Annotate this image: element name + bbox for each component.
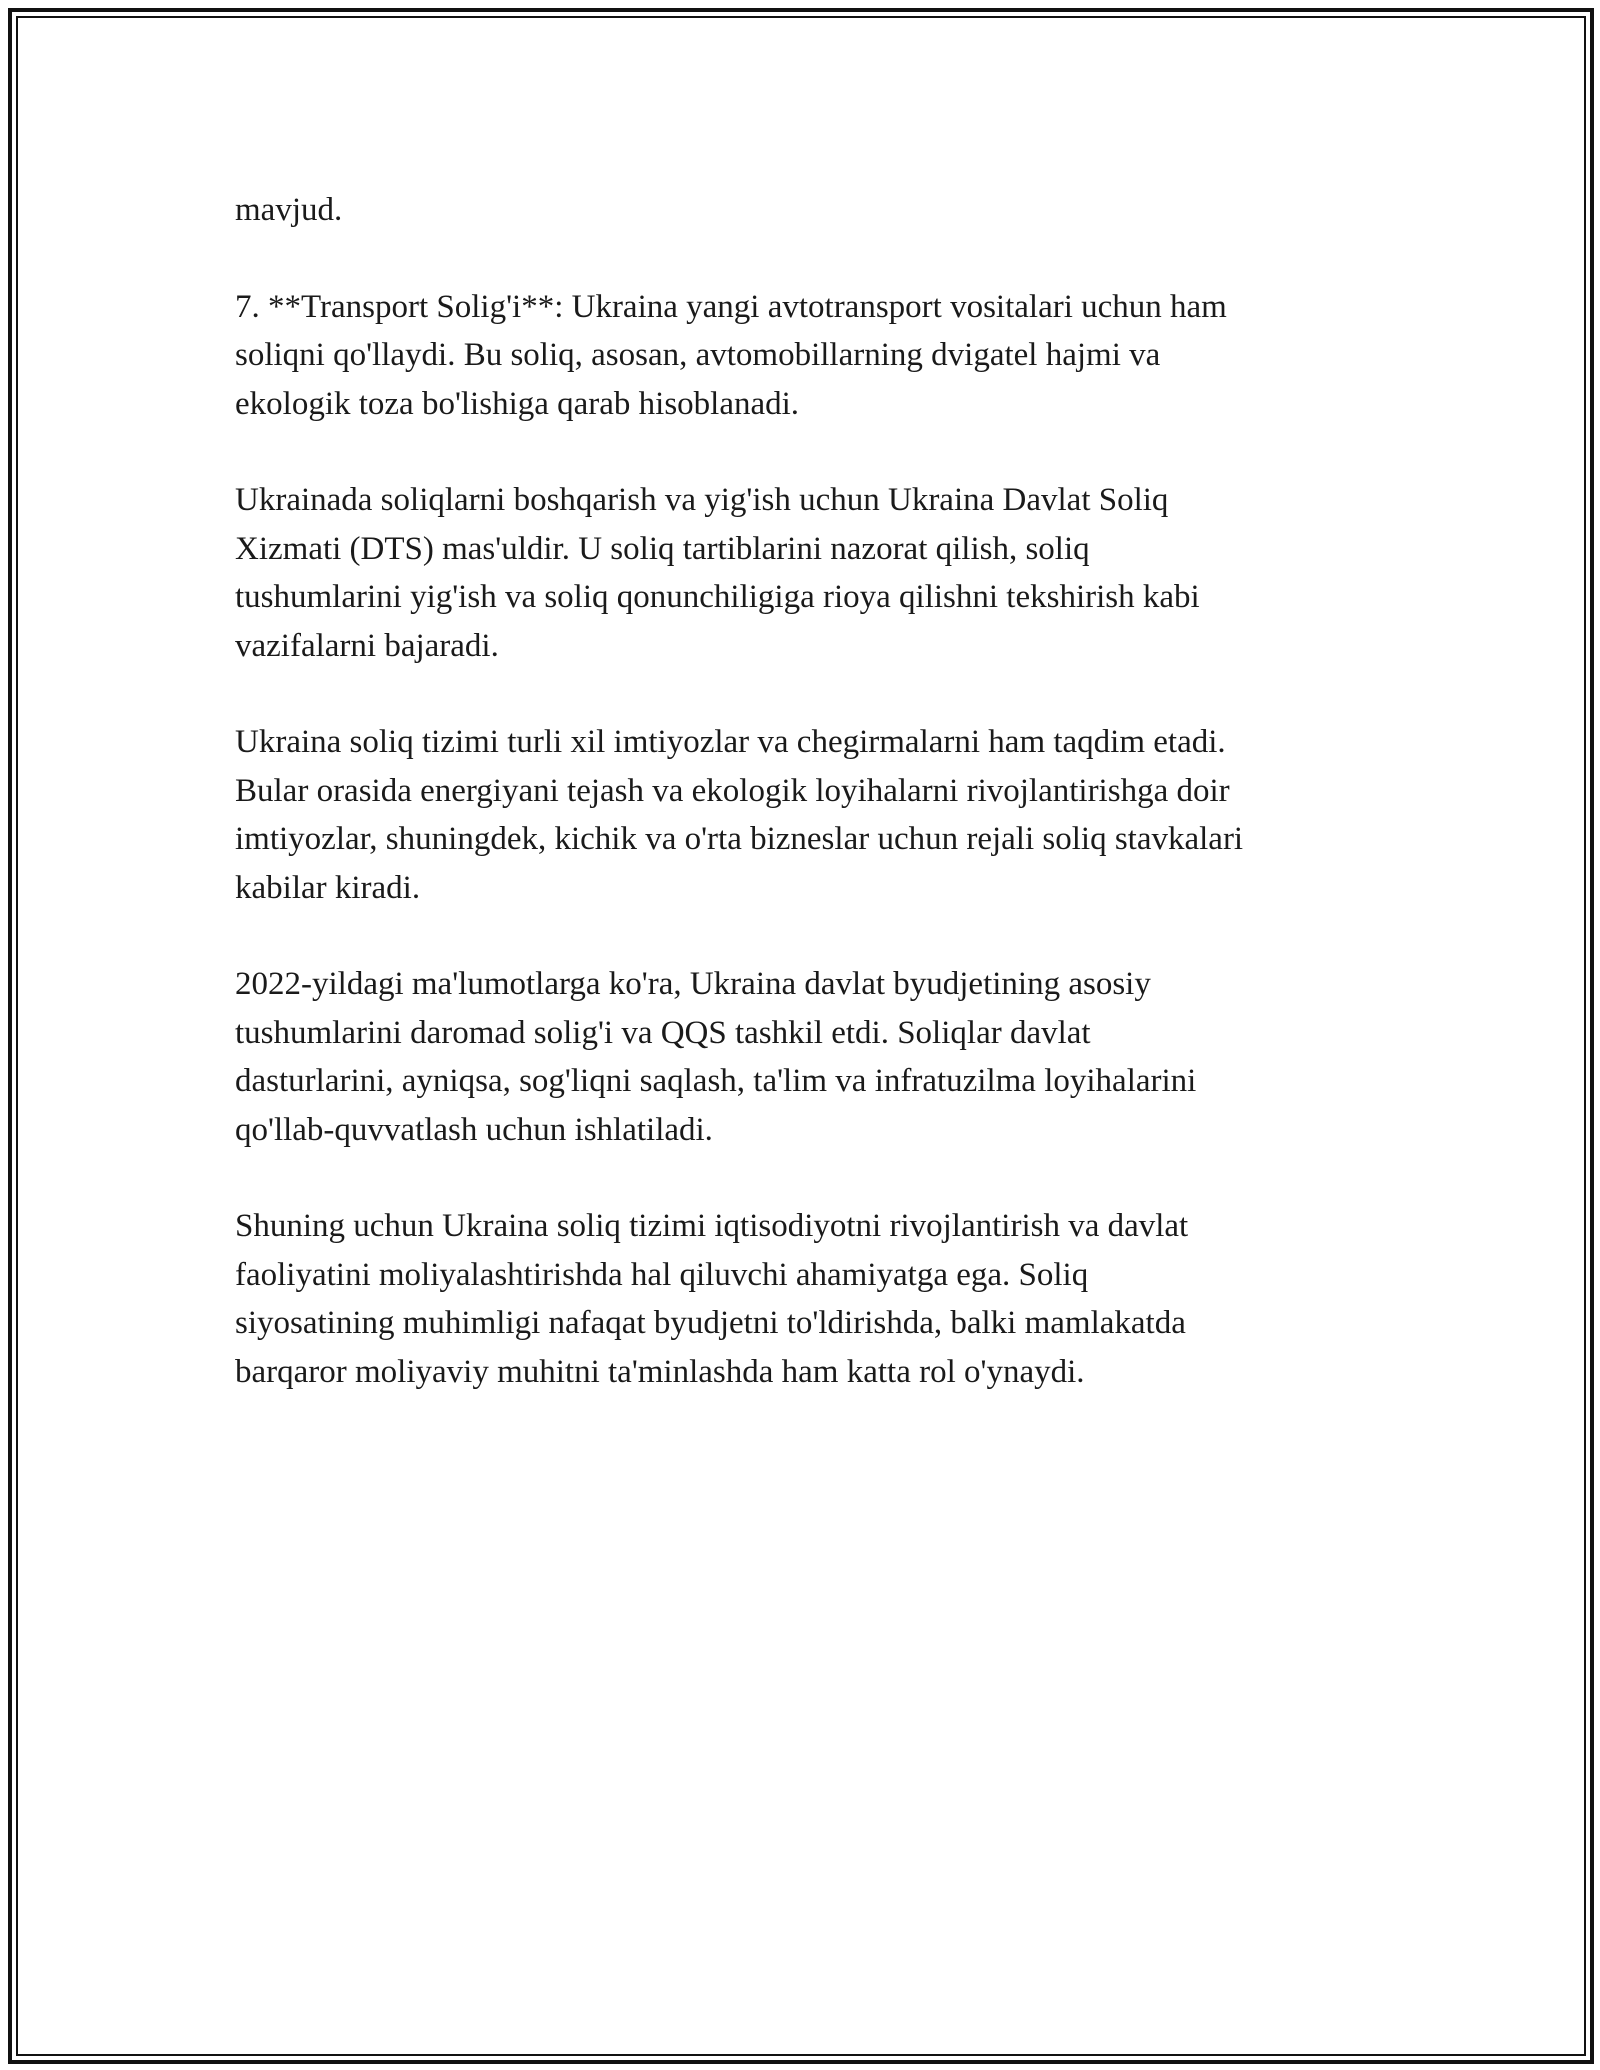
- text-line: Ukraina soliq tizimi turli xil imtiyozlar va chegirmalarni ham taqdim etadi.: [235, 724, 1226, 761]
- text-line: tushumlarini daromad solig'i va QQS tashkil etdi. Soliqlar davlat: [235, 1014, 1091, 1051]
- paragraph-2022-data: [235, 960, 1395, 1154]
- text-line: Bular orasida energiyani tejash va ekologik loyihalarni rivojlantirishga doir: [235, 772, 1230, 809]
- paragraph-tax-service: [235, 476, 1395, 670]
- text-line: 7. **Transport Solig'i**: Ukraina yangi avtotransport vositalari uchun ham: [235, 288, 1227, 325]
- text-line: siyosatining muhimligi nafaqat byudjetni to'ldirishda, balki mamlakatda: [235, 1305, 1186, 1342]
- text-line: Xizmati (DTS) mas'uldir. U soliq tartiblarini nazorat qilish, soliq: [235, 530, 1090, 567]
- text-line: dasturlarini, ayniqsa, sog'liqni saqlash, ta'lim va infratuzilma loyihalarini: [235, 1063, 1197, 1100]
- text-line: barqaror moliyaviy muhitni ta'minlashda ham katta rol o'ynaydi.: [235, 1353, 1085, 1390]
- text-line: qo'llab-quvvatlash uchun ishlatiladi.: [235, 1111, 713, 1148]
- text-line: faoliyatini moliyalashtirishda hal qiluvchi ahamiyatga ega. Soliq: [235, 1256, 1089, 1293]
- paragraph-continuation: [235, 186, 1395, 234]
- paragraph-conclusion: [235, 1202, 1395, 1396]
- text-line: vazifalarni bajaradi.: [235, 627, 499, 664]
- text-line: 2022-yildagi ma'lumotlarga ko'ra, Ukraina davlat byudjetining asosiy: [235, 966, 1151, 1003]
- text-line: imtiyozlar, shuningdek, kichik va o'rta bizneslar uchun rejali soliq stavkalari: [235, 821, 1244, 858]
- paragraph-benefits: [235, 718, 1395, 912]
- paragraph-transport-tax: [235, 283, 1395, 428]
- text-line: ekologik toza bo'lishiga qarab hisoblanadi.: [235, 385, 800, 422]
- document-body: [235, 186, 1395, 1444]
- text-line: Shuning uchun Ukraina soliq tizimi iqtisodiyotni rivojlantirish va davlat: [235, 1208, 1189, 1245]
- text-line: mavjud.: [235, 192, 343, 228]
- text-line: Ukrainada soliqlarni boshqarish va yig'ish uchun Ukraina Davlat Soliq: [235, 482, 1169, 519]
- text-line: soliqni qo'llaydi. Bu soliq, asosan, avtomobillarning dvigatel hajmi va: [235, 337, 1161, 374]
- text-line: tushumlarini yig'ish va soliq qonunchiligiga rioya qilishni tekshirish kabi: [235, 579, 1200, 616]
- text-line: kabilar kiradi.: [235, 869, 421, 906]
